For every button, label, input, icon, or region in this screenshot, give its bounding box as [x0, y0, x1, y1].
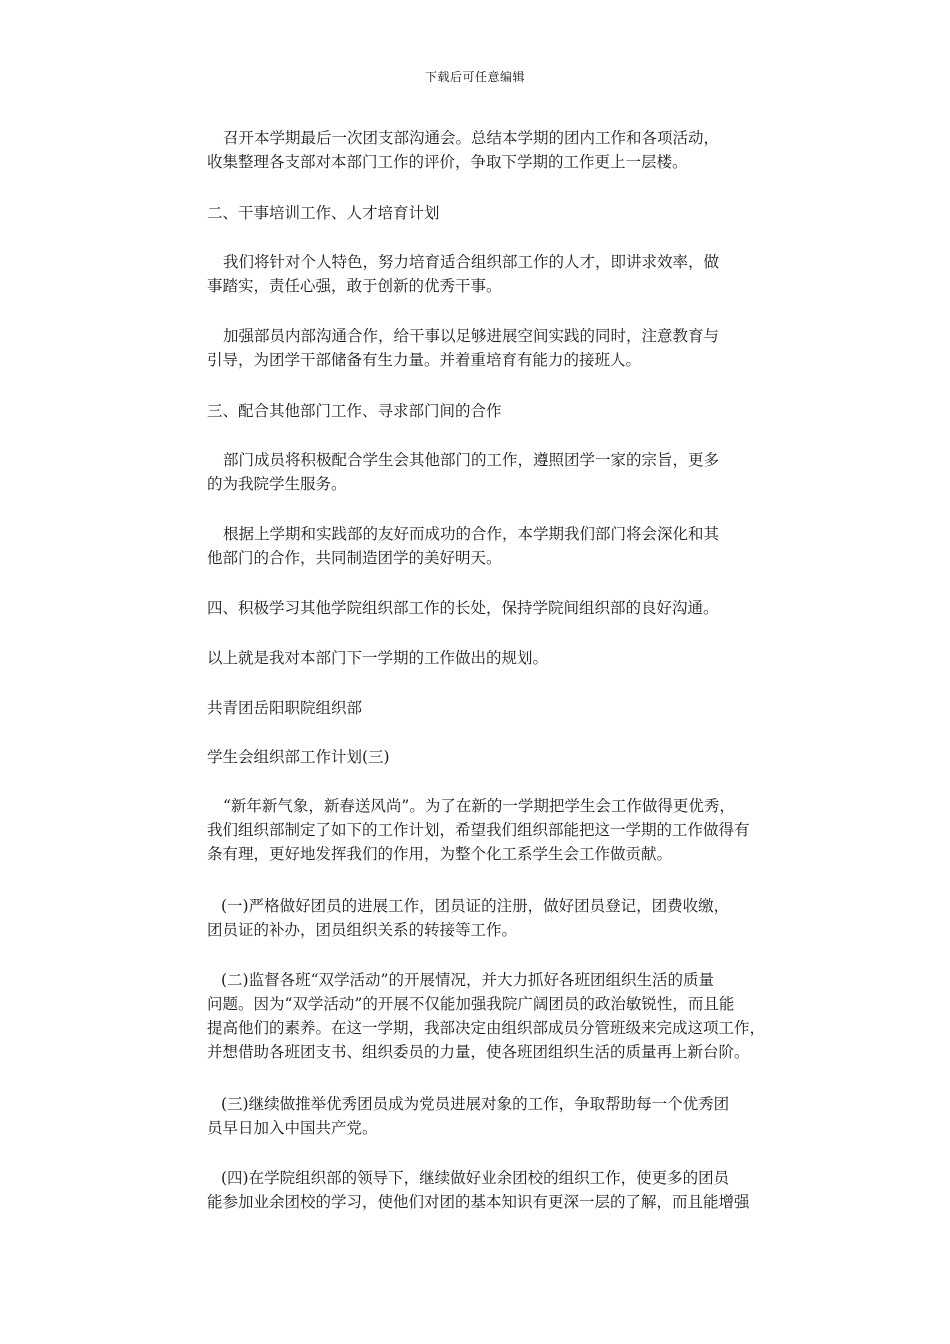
text-line: 四、积极学习其他学院组织部工作的长处，保持学院间组织部的良好沟通。	[207, 599, 719, 617]
paragraph	[207, 1092, 775, 1140]
text-line: 以上就是我对本部门下一学期的工作做出的规划。	[207, 649, 549, 667]
text-line: 加强部员内部沟通合作，给干事以足够进展空间实践的同时，注意教育与	[223, 327, 720, 345]
page-header: 下载后可任意编辑	[424, 70, 525, 84]
paragraph	[207, 324, 775, 372]
text-line: 并想借助各班团支书、组织委员的力量，使各班团组织生活的质量再上新台阶。	[207, 1043, 750, 1061]
document-title	[207, 745, 775, 769]
text-line: 根据上学期和实践部的友好而成功的合作，本学期我们部门将会深化和其	[223, 525, 720, 543]
section-heading	[207, 399, 775, 423]
paragraph	[207, 448, 775, 496]
paragraph	[207, 250, 775, 298]
text-line: 我们组织部制定了如下的工作计划，希望我们组织部能把这一学期的工作做得有	[207, 821, 750, 839]
text-line: “新年新气象，新春送风尚”。为了在新的一学期把学生会工作做得更优秀，	[223, 797, 735, 815]
text-line: 提高他们的素养。在这一学期，我部决定由组织部成员分管班级来完成这项工作，	[207, 1019, 766, 1037]
section-heading	[207, 596, 775, 620]
text-line: (二)监督各班“双学活动”的开展情况，并大力抓好各班团组织生活的质量	[221, 971, 714, 989]
text-line: 条有理，更好地发挥我们的作用，为整个化工系学生会工作做贡献。	[207, 845, 673, 863]
text-line: (三)继续做推举优秀团员成为党员进展对象的工作，争取帮助每一个优秀团	[221, 1095, 730, 1113]
text-line: 能参加业余团校的学习，使他们对团的基本知识有更深一层的了解，而且能增强	[207, 1193, 750, 1211]
text-line: 召开本学期最后一次团支部沟通会。总结本学期的团内工作和各项活动，	[223, 129, 720, 147]
paragraph	[207, 646, 775, 670]
section-heading	[207, 201, 775, 225]
text-line: 团员证的补办，团员组织关系的转接等工作。	[207, 921, 518, 939]
paragraph	[207, 894, 775, 942]
paragraph	[207, 522, 775, 570]
text-line: 的为我院学生服务。	[207, 475, 347, 493]
text-line: 学生会组织部工作计划(三)	[207, 748, 390, 766]
text-line: (四)在学院组织部的领导下，继续做好业余团校的组织工作，使更多的团员	[221, 1169, 730, 1187]
text-line: 引导，为团学干部储备有生力量。并着重培育有能力的接班人。	[207, 351, 642, 369]
text-line: 事踏实，责任心强，敢于创新的优秀干事。	[207, 277, 502, 295]
text-line: 收集整理各支部对本部门工作的评价，争取下学期的工作更上一层楼。	[207, 153, 688, 171]
paragraph	[207, 126, 775, 174]
text-line: 员早日加入中国共产党。	[207, 1119, 378, 1137]
paragraph	[207, 794, 775, 866]
text-line: (一)严格做好团员的进展工作，团员证的注册，做好团员登记，团费收缴，	[221, 897, 730, 915]
text-line: 他部门的合作，共同制造团学的美好明天。	[207, 549, 502, 567]
text-line: 共青团岳阳职院组织部	[207, 699, 363, 717]
signature	[207, 696, 775, 720]
text-line: 部门成员将积极配合学生会其他部门的工作，遵照团学一家的宗旨，更多	[223, 451, 720, 469]
text-line: 三、配合其他部门工作、寻求部门间的合作	[207, 402, 502, 420]
paragraph	[207, 968, 775, 1064]
text-line: 问题。因为“双学活动”的开展不仅能加强我院广阔团员的政治敏锐性，而且能	[207, 995, 735, 1013]
paragraph	[207, 1166, 775, 1214]
text-line: 二、干事培训工作、人才培育计划	[207, 204, 440, 222]
text-line: 我们将针对个人特色，努力培育适合组织部工作的人才，即讲求效率，做	[223, 253, 720, 271]
